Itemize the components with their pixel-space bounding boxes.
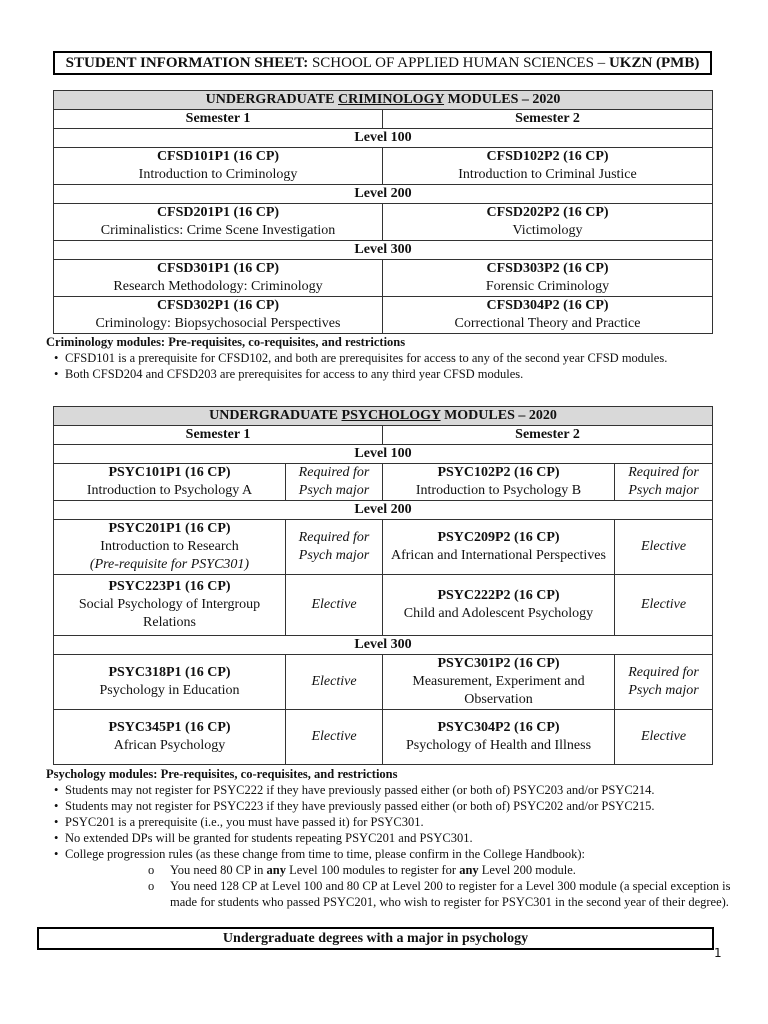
criminology-notes-heading: Criminology modules: Pre-requisites, co-requisites, and restrictions <box>46 335 406 349</box>
psych-module-row <box>54 520 713 575</box>
crim-level-200: Level 200 <box>54 185 713 204</box>
criminology-note: • CFSD101 is a prerequisite for CFSD102, and both are prerequisites for access to any of the second year CFSD modules. <box>46 350 746 366</box>
crim-level-100: Level 100 <box>54 129 713 148</box>
psych-module-status: Elective <box>286 575 383 636</box>
psych-module-status: Required for Psych major <box>286 520 383 575</box>
sub-bullet-marker: o <box>148 879 155 893</box>
crim-semester-1-header: Semester 1 <box>54 110 383 129</box>
psych-module-status: Required for Psych major <box>286 464 383 501</box>
psychology-notes <box>46 766 746 910</box>
sheet-title-school: SCHOOL OF APPLIED HUMAN SCIENCES – <box>311 55 606 71</box>
psych-module-cell: PSYC223P1 (16 CP) Social Psychology of Intergroup Relations <box>54 575 286 636</box>
psychology-notes-heading: Psychology modules: Pre-requisites, co-requisites, and restrictions <box>46 767 398 781</box>
psych-module-status: Required for Psych major <box>615 464 713 501</box>
crim-semester-2-header: Semester 2 <box>383 110 713 129</box>
sheet-title-label: STUDENT INFORMATION SHEET: <box>65 55 309 71</box>
psychology-table-title: UNDERGRADUATE PSYCHOLOGY MODULES – 2020 <box>54 407 713 426</box>
psych-module-status: Elective <box>615 520 713 575</box>
crim-module-cell: CFSD302P1 (16 CP) Criminology: Biopsychosocial Perspectives <box>54 297 383 334</box>
psych-module-status: Required for Psych major <box>615 655 713 710</box>
psych-module-status: Elective <box>286 710 383 765</box>
crim-module-cell: CFSD101P1 (16 CP) Introduction to Criminology <box>54 148 383 185</box>
progression-rule: o You need 80 CP in any Level 100 modules to register for any Level 200 module. <box>148 863 576 877</box>
psychology-note: • Students may not register for PSYC223 if they have previously passed either (or both of) PSYC202 and/or PSYC215. <box>46 798 746 814</box>
psych-semester-2-header: Semester 2 <box>383 426 713 445</box>
psych-semester-1-header: Semester 1 <box>54 426 383 445</box>
sheet-title-campus: UKZN (PMB) <box>608 55 700 71</box>
psych-module-cell: PSYC201P1 (16 CP) Introduction to Research (Pre-requisite for PSYC301) <box>54 520 286 575</box>
crim-module-row <box>54 297 713 334</box>
criminology-notes <box>46 334 746 382</box>
progression-rule: o You need 128 CP at Level 100 and 80 CP at Level 200 to register for a Level 300 module (a special exception is made for students who passed PSYC201, who wish to register for PSYC301 in the second year of their degree). <box>148 879 731 909</box>
psych-module-cell: PSYC102P2 (16 CP) Introduction to Psychology B <box>383 464 615 501</box>
psychology-note: • College progression rules (as these change from time to time, please confirm in the College Handbook): <box>46 846 746 862</box>
crim-module-cell: CFSD303P2 (16 CP) Forensic Criminology <box>383 260 713 297</box>
psych-module-status: Elective <box>615 575 713 636</box>
psych-level-200: Level 200 <box>54 501 713 520</box>
page-number: 1 <box>714 946 722 960</box>
degree-section-heading: Undergraduate degrees with a major in psychology <box>37 927 714 950</box>
criminology-note: • Both CFSD204 and CFSD203 are prerequisites for access to any third year CFSD modules. <box>46 366 746 382</box>
crim-level-300: Level 300 <box>54 241 713 260</box>
psych-level-100: Level 100 <box>54 445 713 464</box>
crim-module-row <box>54 148 713 185</box>
psych-module-status: Elective <box>615 710 713 765</box>
psych-module-cell: PSYC222P2 (16 CP) Child and Adolescent Psychology <box>383 575 615 636</box>
crim-module-row <box>54 204 713 241</box>
crim-module-cell: CFSD301P1 (16 CP) Research Methodology: Criminology <box>54 260 383 297</box>
sheet-title <box>53 51 712 75</box>
psych-level-300: Level 300 <box>54 636 713 655</box>
psych-module-status: Elective <box>286 655 383 710</box>
psych-module-cell: PSYC209P2 (16 CP) African and International Perspectives <box>383 520 615 575</box>
crim-module-cell: CFSD102P2 (16 CP) Introduction to Criminal Justice <box>383 148 713 185</box>
psych-module-cell: PSYC318P1 (16 CP) Psychology in Education <box>54 655 286 710</box>
psychology-note: • PSYC201 is a prerequisite (i.e., you must have passed it) for PSYC301. <box>46 814 746 830</box>
crim-module-cell: CFSD304P2 (16 CP) Correctional Theory and Practice <box>383 297 713 334</box>
psych-module-cell: PSYC301P2 (16 CP) Measurement, Experiment and Observation <box>383 655 615 710</box>
psych-module-cell: PSYC345P1 (16 CP) African Psychology <box>54 710 286 765</box>
psych-module-row <box>54 464 713 501</box>
criminology-table-title: UNDERGRADUATE CRIMINOLOGY MODULES – 2020 <box>54 91 713 110</box>
psychology-modules-table <box>53 406 713 765</box>
sub-bullet-marker: o <box>148 863 155 877</box>
crim-module-row <box>54 260 713 297</box>
psych-module-row <box>54 575 713 636</box>
psych-module-cell: PSYC101P1 (16 CP) Introduction to Psychology A <box>54 464 286 501</box>
psych-module-row <box>54 655 713 710</box>
psychology-note: • Students may not register for PSYC222 if they have previously passed either (or both of) PSYC203 and/or PSYC214. <box>46 782 746 798</box>
crim-module-cell: CFSD201P1 (16 CP) Criminalistics: Crime Scene Investigation <box>54 204 383 241</box>
crim-module-cell: CFSD202P2 (16 CP) Victimology <box>383 204 713 241</box>
psychology-note: • No extended DPs will be granted for students repeating PSYC201 and PSYC301. <box>46 830 746 846</box>
psych-module-cell: PSYC304P2 (16 CP) Psychology of Health and Illness <box>383 710 615 765</box>
psych-module-row <box>54 710 713 765</box>
criminology-modules-table <box>53 90 713 334</box>
